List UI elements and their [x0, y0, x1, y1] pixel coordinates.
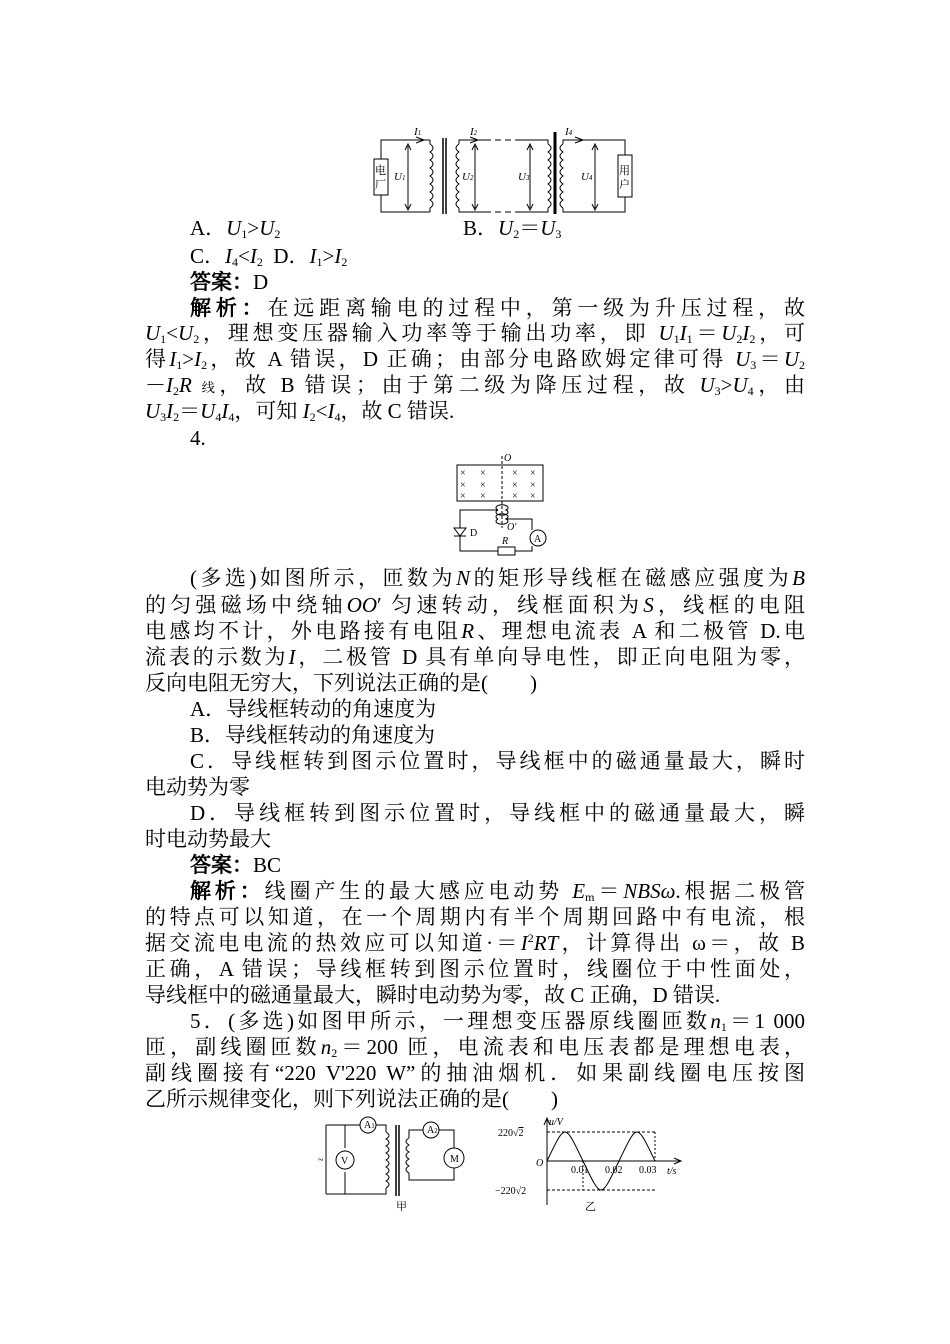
figure-jia-label: 甲 — [396, 1201, 407, 1213]
q4-stem-line1: (多选)如图所示，匝数为N的矩形导线框在磁感应强度为B — [190, 566, 805, 590]
q4-analysis-line5: 导线框中的磁通量最大，瞬时电动势为零，故 C 正确，D 错误. — [145, 983, 721, 1007]
resistor-R — [498, 547, 515, 555]
user-label-2: 户 — [619, 179, 630, 191]
q3-options-ab: A．$U_1>U_2$ B．$U_2=U_3$ — [190, 216, 562, 241]
field-x-2: × — [480, 468, 486, 479]
bottom-value-label: −220√2 — [495, 1186, 527, 1197]
label-U4: U4 — [581, 171, 593, 183]
field-x-12: × — [530, 491, 536, 502]
q4-analysis-line1: 解析：线圈产生的最大感应电动势 $E_m=NBS\omega$.根据二极管 — [190, 879, 806, 904]
plant-label-1: 电 — [375, 165, 386, 177]
q4-option-b: B．导线框转动的角速度为 — [190, 723, 436, 747]
q4-analysis-line3: 据交流电电流的热效应可以知道$\cdot=I^2RT$，计算得出 ω＝，故 B — [145, 931, 805, 955]
label-U3: U3 — [518, 171, 530, 183]
label-U1: U1 — [394, 171, 406, 183]
user-label-1: 用 — [619, 165, 630, 177]
label-A1: A1 — [364, 1120, 375, 1131]
q3-options-cd: C．$I_4<I_2$ D．$I_1>I_2$ — [190, 244, 348, 269]
q4-analysis-line4: 正确，A 错误；导线框转到图示位置时，线圈位于中性面处， — [145, 957, 805, 981]
label-I1: I1 — [414, 126, 422, 138]
q4-stem-line3: 电感均不计，外电路接有电阻R、理想电流表 A 和二极管 D.电 — [145, 619, 806, 643]
q4-answer: 答案：BC — [190, 853, 282, 877]
tick-0-01: 0.01 — [571, 1165, 589, 1176]
label-A2: A2 — [427, 1125, 438, 1136]
q4-option-a: A．导线框转动的角速度为 — [190, 697, 437, 721]
axis-label-O-prime: O′ — [507, 522, 517, 533]
q4-analysis-line2: 的特点可以知道，在一个周期内有半个周期回路中有电流，根 — [145, 905, 805, 929]
origin-label: O — [536, 1158, 544, 1169]
field-x-1: × — [460, 468, 466, 479]
transformer-circuit-figure — [318, 1110, 478, 1215]
field-x-4: × — [530, 468, 536, 479]
field-x-11: × — [512, 491, 518, 502]
figure-yi-label: 乙 — [585, 1201, 596, 1213]
field-x-10: × — [480, 491, 486, 502]
label-V: V — [341, 1156, 349, 1167]
field-x-5: × — [460, 480, 466, 491]
tick-0-02: 0.02 — [605, 1165, 623, 1176]
q4-option-d-line2: 时电动势最大 — [145, 827, 271, 851]
label-I4: I4 — [565, 126, 573, 138]
q5-stem-line1: 5．(多选)如图甲所示，一理想变压器原线圈匝数$n_1=1$ 000 — [190, 1009, 805, 1034]
field-x-9: × — [460, 491, 466, 502]
u-axis-label: u/V — [549, 1117, 563, 1128]
q3-analysis-line3: 得$I_1>I_2$，故 A 错误，D 正确；由部分电路欧姆定律可得 $U_3=U_2$ — [145, 347, 806, 372]
q5-stem-line2: 匝，副线圈匝数$n_2=200$ 匝，电流表和电压表都是理想电表， — [145, 1035, 806, 1060]
ammeter-label-A: A — [534, 534, 542, 545]
voltage-sine-graph — [495, 1110, 695, 1215]
q4-number: 4. — [190, 426, 206, 450]
q3-analysis-line1: 解析：在远距离输电的过程中，第一级为升压过程，故 — [190, 296, 806, 320]
q3-analysis-line5: $U_3I_2=U_4I_4$，可知 $I_2<I_4$，故 C 错误. — [145, 399, 455, 424]
label-I2: I2 — [470, 126, 478, 138]
q5-stem-line3: 副线圈接有“220 V'220 W”的抽油烟机．如果副线圈电压按图 — [145, 1061, 805, 1085]
label-M: M — [450, 1154, 459, 1165]
q5-stem-line4: 乙所示规律变化，则下列说法正确的是( ) — [145, 1087, 558, 1111]
q4-stem-line2: 的匀强磁场中绕轴OO′ 匀速转动，线框面积为S，线框的电阻 — [145, 593, 806, 617]
axis-label-O: O — [504, 453, 512, 464]
q4-option-c-line1: C．导线框转到图示位置时，导线框中的磁通量最大，瞬时 — [190, 749, 805, 773]
diode-label-D: D — [470, 528, 478, 539]
transmission-line-figure — [370, 122, 640, 217]
label-U2: U2 — [462, 171, 474, 183]
q4-stem-line5: 反向电阻无穷大，下列说法正确的是( ) — [145, 671, 537, 695]
q4-stem-line4: 流表的示数为I，二极管 D 具有单向导电性，即正向电阻为零， — [145, 645, 806, 669]
t-axis-label: t/s — [667, 1166, 677, 1177]
q4-option-d-line1: D．导线框转到图示位置时，导线框中的磁通量最大，瞬 — [190, 801, 805, 825]
rotating-coil-figure — [448, 450, 558, 560]
field-x-7: × — [512, 480, 518, 491]
field-x-6: × — [480, 480, 486, 491]
field-x-8: × — [530, 480, 536, 491]
q3-analysis-line2: $U_1<U_2$，理想变压器输入功率等于输出功率，即 $U_1I_1=U_2I_2$，可 — [145, 321, 806, 346]
field-x-3: × — [512, 468, 518, 479]
plant-label-2: 厂 — [375, 179, 386, 191]
q3-analysis-line4: $-I_2R$ 线，故 B 错误；由于第二级为降压过程，故 $U_3>U_4$，由 — [145, 373, 806, 398]
ac-source-symbol: ~ — [318, 1155, 324, 1166]
tick-0-03: 0.03 — [639, 1165, 657, 1176]
top-value-label: 220√2 — [498, 1128, 524, 1139]
q3-answer: 答案：D — [190, 270, 269, 294]
resistor-label-R: R — [502, 536, 509, 547]
q4-option-c-line2: 电动势为零 — [145, 775, 250, 799]
